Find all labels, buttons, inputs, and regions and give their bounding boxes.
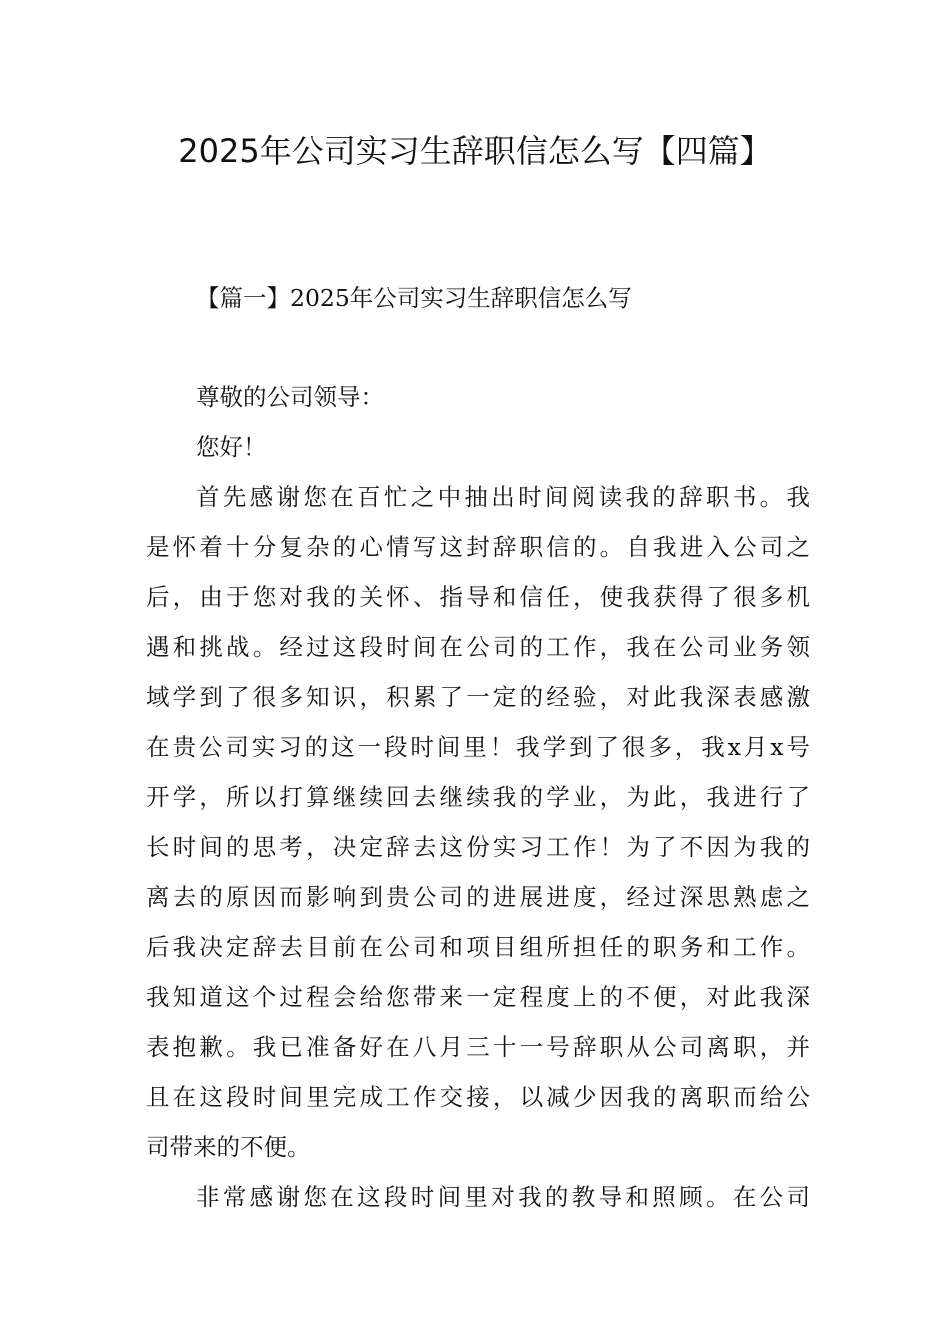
paragraph-line: 首先感谢您在百忙之中抽出时间阅读我的辞职书。我 xyxy=(196,483,810,511)
paragraph-line: 在贵公司实习的这一段时间里！我学到了很多，我x月x号 xyxy=(146,733,810,761)
document-title: 2025年公司实习生辞职信怎么写【四篇】 xyxy=(178,132,772,170)
paragraph-line: 开学，所以打算继续回去继续我的学业，为此，我进行了 xyxy=(146,783,810,811)
section-heading: 【篇一】2025年公司实习生辞职信怎么写 xyxy=(196,284,632,312)
paragraph-line: 后我决定辞去目前在公司和项目组所担任的职务和工作。 xyxy=(146,933,810,961)
letter-paragraph-1 xyxy=(146,472,810,1172)
paragraph-line: 司带来的不便。 xyxy=(146,1133,311,1161)
letter-salutation: 尊敬的公司领导： xyxy=(196,383,384,411)
paragraph-line: 遇和挑战。经过这段时间在公司的工作，我在公司业务领 xyxy=(146,633,810,661)
paragraph-line: 非常感谢您在这段时间里对我的教导和照顾。在公司 xyxy=(196,1183,810,1211)
paragraph-line: 表抱歉。我已准备好在八月三十一号辞职从公司离职，并 xyxy=(146,1033,810,1061)
paragraph-line: 离去的原因而影响到贵公司的进展进度，经过深思熟虑之 xyxy=(146,883,810,911)
paragraph-line: 我知道这个过程会给您带来一定程度上的不便，对此我深 xyxy=(146,983,810,1011)
paragraph-line: 后，由于您对我的关怀、指导和信任，使我获得了很多机 xyxy=(146,583,810,611)
letter-paragraph-2 xyxy=(146,1172,810,1222)
paragraph-line: 域学到了很多知识，积累了一定的经验，对此我深表感激 xyxy=(146,683,810,711)
paragraph-line: 长时间的思考，决定辞去这份实习工作！为了不因为我的 xyxy=(146,833,810,861)
paragraph-line: 是怀着十分复杂的心情写这封辞职信的。自我进入公司之 xyxy=(146,533,810,561)
letter-greeting: 您好！ xyxy=(196,433,267,461)
paragraph-line: 且在这段时间里完成工作交接，以减少因我的离职而给公 xyxy=(146,1083,810,1111)
